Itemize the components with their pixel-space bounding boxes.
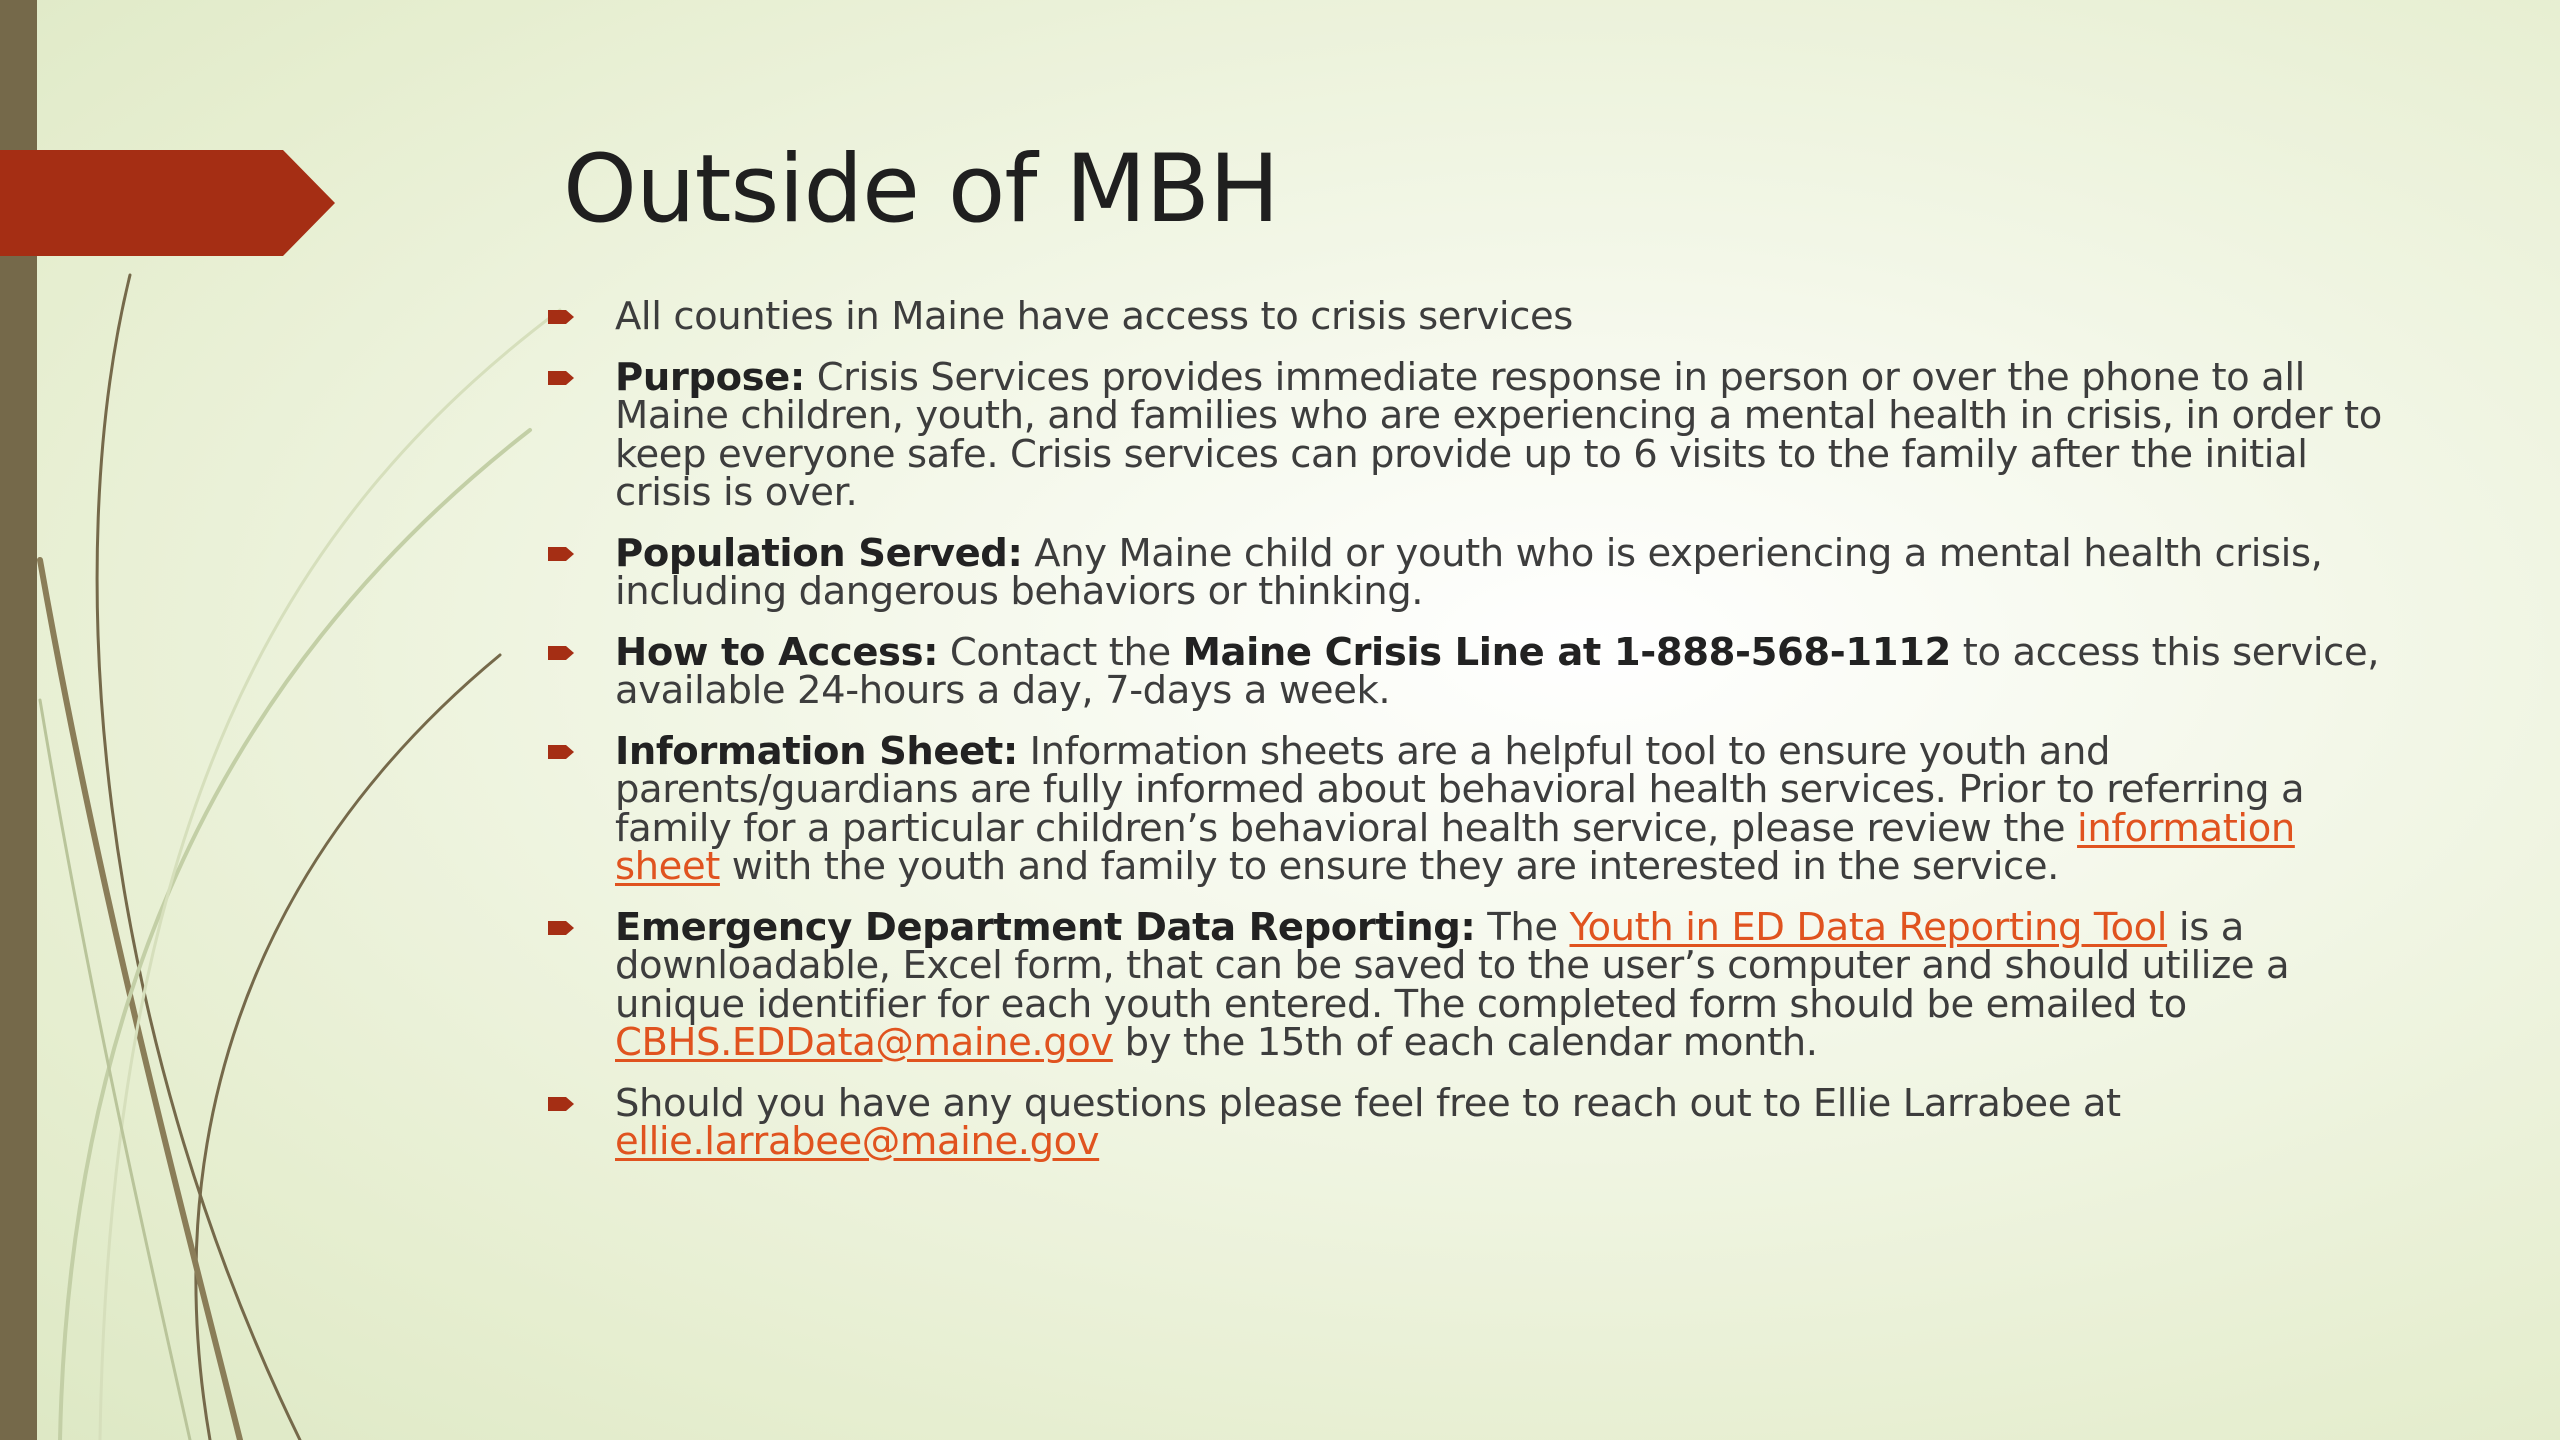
bullet-text: Any Maine child or youth who is experiencing a mental health crisis, including dangerous behaviors or thinking.: [615, 530, 2323, 614]
bullet-arrow-icon: [548, 369, 576, 387]
bullet-text: with the youth and family to ensure they are interested in the service.: [719, 844, 2059, 889]
bullet-text: All counties in Maine have access to crisis services: [615, 294, 1573, 339]
bullet-arrow-icon: [548, 743, 576, 761]
title-accent-arrow: [0, 150, 340, 256]
bullet-arrow-icon: [548, 644, 576, 662]
bullet-text: Should you have any questions please feel free to reach out to Ellie Larrabee at: [615, 1080, 2121, 1126]
curve-4: [60, 430, 530, 1440]
bullet-arrow-icon: [548, 308, 576, 326]
bullet-text: to access this service, available 24-hours a day, 7-days a week.: [615, 629, 2380, 713]
cbhs-eddata-email-link[interactable]: CBHS.EDData@maine.gov: [615, 1020, 1113, 1065]
bullet-label: Purpose:: [615, 354, 805, 400]
bullet-label: Population Served:: [615, 530, 1023, 576]
bullet-item-questions: [548, 1080, 2383, 1164]
bullet-text: Contact the: [938, 629, 1183, 675]
bullet-item-access: [548, 629, 2383, 713]
bullet-arrow-icon: [548, 545, 576, 563]
bullet-list: [548, 294, 2383, 1184]
bullet-item-ed-data-reporting: [548, 904, 2383, 1065]
bullet-text: Information sheets are a helpful tool to ensure youth and parents/guardians are fully informed about behavioral health services. Prior to referring a family for a particular children’s behavioral health service, please review the: [615, 728, 2305, 851]
bullet-label: Information Sheet:: [615, 728, 1018, 774]
bullet-label: How to Access:: [615, 629, 939, 675]
bullet-arrow-icon: [548, 1095, 576, 1113]
ed-data-reporting-tool-link[interactable]: Youth in ED Data Reporting Tool: [1569, 904, 2168, 950]
curve-5: [100, 310, 560, 1440]
bullet-text: Crisis Services provides immediate response in person or over the phone to all Maine children, youth, and families who are experiencing a mental health in crisis, in order to keep everyone safe. Crisis services can provide up to 6 visits to the family after the initial crisis is over.: [615, 354, 2382, 515]
curve-6: [40, 700, 190, 1440]
bullet-item-purpose: [548, 354, 2383, 515]
curve-3: [40, 560, 240, 1440]
bullet-arrow-icon: [548, 919, 576, 937]
bullet-item-information-sheet: [548, 728, 2383, 889]
ellie-larrabee-email-link[interactable]: ellie.larrabee@maine.gov: [615, 1119, 1100, 1164]
bullet-item-counties: [548, 294, 2383, 339]
information-sheet-link[interactable]: information sheet: [615, 805, 2295, 889]
bullet-label: Emergency Department Data Reporting:: [615, 904, 1476, 950]
bullet-text: is a downloadable, Excel form, that can be saved to the user’s computer and should utilize a unique identifier for each youth entered. The completed form should be emailed to: [615, 904, 2290, 1027]
slide-title: Outside of MBH: [563, 135, 1279, 244]
bullet-text: The: [1475, 904, 1570, 950]
curve-2: [196, 655, 500, 1440]
bullet-item-population: [548, 530, 2383, 614]
crisis-line-number: Maine Crisis Line at 1-888-568-1112: [1182, 629, 1951, 675]
bullet-text: by the 15th of each calendar month.: [1112, 1020, 1818, 1065]
